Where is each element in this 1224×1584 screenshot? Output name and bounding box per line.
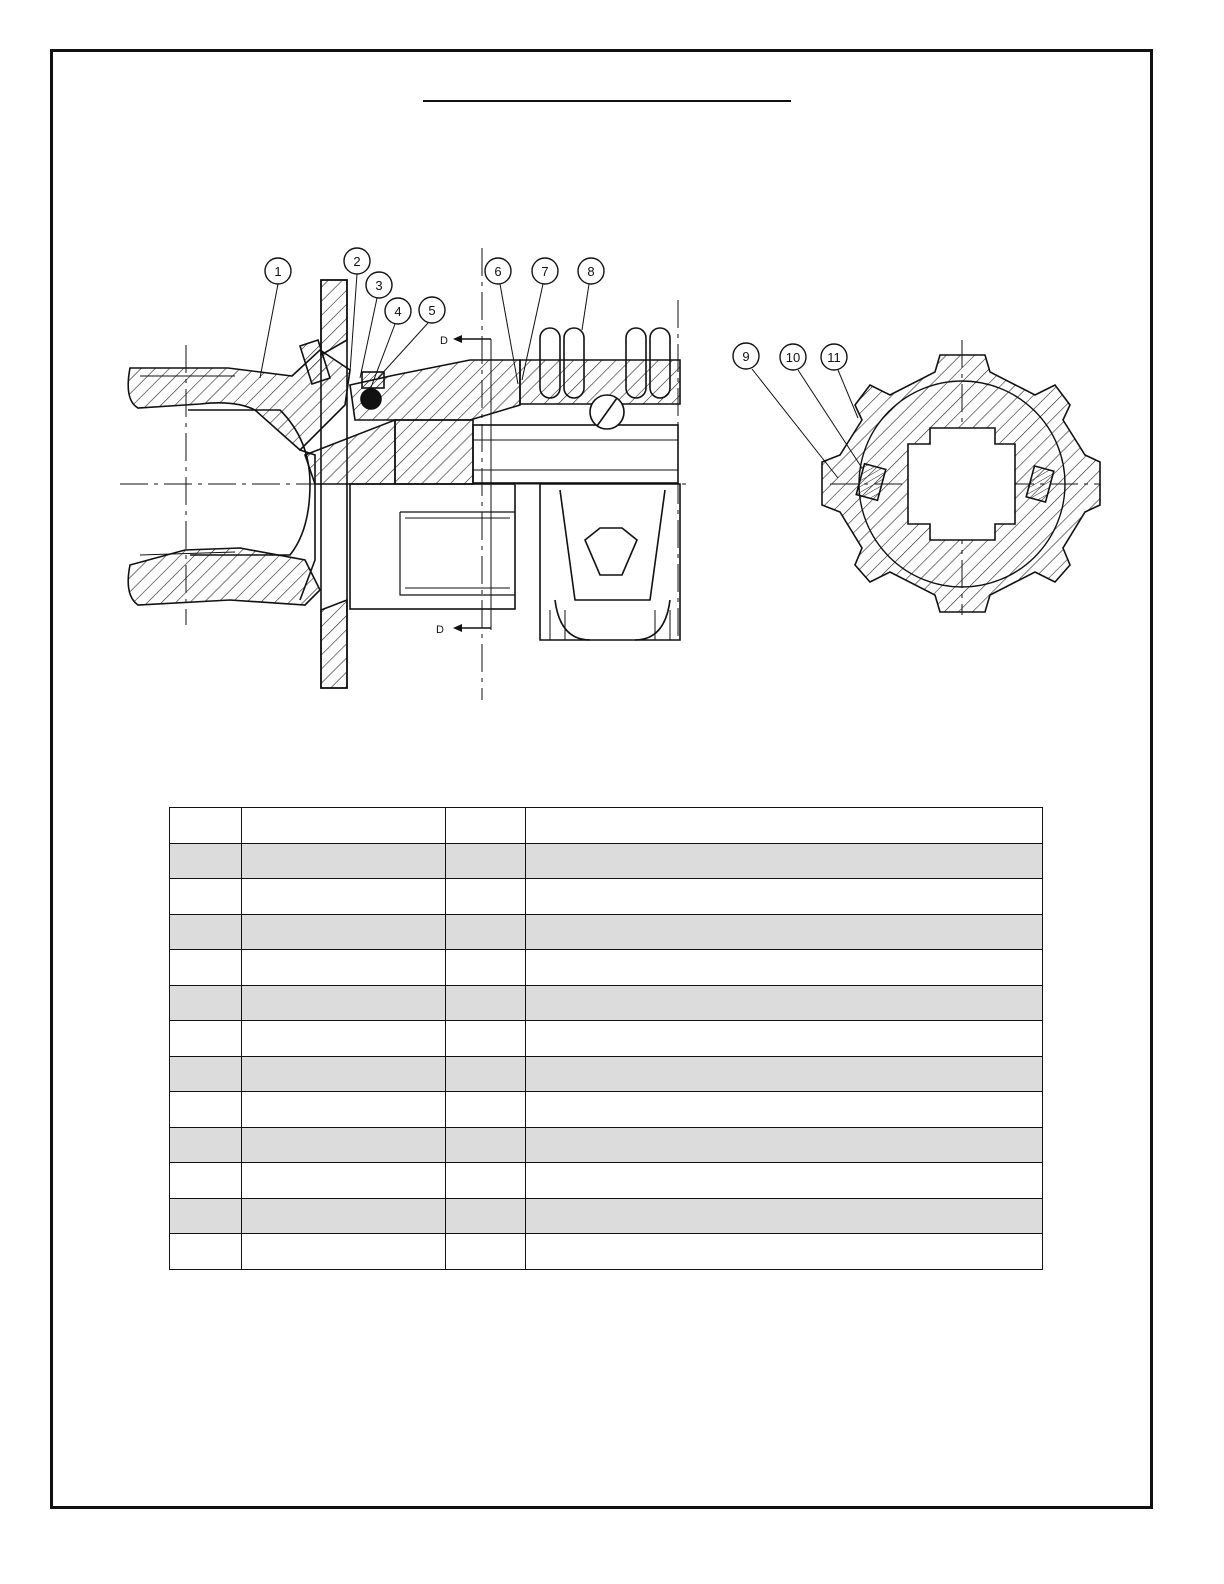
parts-table: [169, 807, 1043, 1270]
table-cell: [170, 843, 242, 879]
table-cell: [242, 985, 446, 1021]
table-row: [170, 985, 1043, 1021]
end-section-view: [822, 340, 1100, 615]
table-row: [170, 1092, 1043, 1128]
table-cell: [242, 1127, 446, 1163]
callout-2: [344, 248, 370, 372]
callout-label-4: 4: [394, 304, 402, 319]
table-row: [170, 914, 1043, 950]
table-cell: [242, 914, 446, 950]
section-label-bottom: D: [436, 624, 444, 636]
table-row: [170, 950, 1043, 986]
callout-label-1: 1: [274, 264, 282, 279]
callout-label-10: 10: [785, 350, 801, 365]
table-cell: [446, 1021, 526, 1057]
table-cell: [170, 914, 242, 950]
parts-table-body: [170, 808, 1043, 1270]
table-cell: [242, 1021, 446, 1057]
section-mark-bottom: [436, 624, 491, 636]
table-cell: [446, 879, 526, 915]
table-cell: [526, 1163, 1043, 1199]
table-header-cell: [170, 808, 242, 844]
callout-label-8: 8: [587, 264, 595, 279]
table-cell: [446, 950, 526, 986]
table-cell: [170, 1127, 242, 1163]
callout-label-7: 7: [541, 264, 549, 279]
table-cell: [526, 1056, 1043, 1092]
table-cell: [526, 879, 1043, 915]
table-cell: [526, 843, 1043, 879]
table-cell: [170, 1092, 242, 1128]
table-cell: [446, 1198, 526, 1234]
table-cell: [446, 843, 526, 879]
table-cell: [242, 879, 446, 915]
callout-label-6: 6: [494, 264, 502, 279]
table-cell: [242, 1056, 446, 1092]
table-row: [170, 1198, 1043, 1234]
table-cell: [526, 1021, 1043, 1057]
callout-label-9: 9: [742, 349, 750, 364]
callout-label-11: 11: [827, 350, 841, 365]
table-cell: [446, 914, 526, 950]
table-header-row: [170, 808, 1043, 844]
table-cell: [170, 1234, 242, 1270]
callout-10: [780, 344, 862, 468]
table-row: [170, 1056, 1043, 1092]
table-cell: [242, 1198, 446, 1234]
callout-3: [360, 272, 392, 378]
table-cell: [170, 1021, 242, 1057]
callout-11: [821, 344, 858, 418]
table-header-cell: [446, 808, 526, 844]
table-header-cell: [526, 808, 1043, 844]
callout-label-2: 2: [353, 254, 361, 269]
table-cell: [526, 1092, 1043, 1128]
table-cell: [242, 1163, 446, 1199]
table-cell: [242, 1092, 446, 1128]
table-cell: [170, 950, 242, 986]
table-cell: [526, 914, 1043, 950]
table-cell: [170, 985, 242, 1021]
table-row: [170, 1127, 1043, 1163]
section-label-top: D: [440, 335, 448, 347]
table-cell: [446, 1127, 526, 1163]
table-row: [170, 1234, 1043, 1270]
callout-label-5: 5: [428, 303, 436, 318]
table-row: [170, 843, 1043, 879]
table-cell: [446, 1234, 526, 1270]
table-row: [170, 1021, 1043, 1057]
table-cell: [526, 1198, 1043, 1234]
table-cell: [526, 985, 1043, 1021]
table-cell: [242, 950, 446, 986]
callout-8: [578, 258, 604, 330]
table-row: [170, 1163, 1043, 1199]
table-cell: [170, 1163, 242, 1199]
table-cell: [170, 1056, 242, 1092]
table-header-cell: [242, 808, 446, 844]
table-cell: [526, 1127, 1043, 1163]
table-cell: [526, 1234, 1043, 1270]
table-cell: [526, 950, 1043, 986]
table-cell: [446, 1163, 526, 1199]
callout-label-3: 3: [375, 278, 383, 293]
table-cell: [170, 879, 242, 915]
table-cell: [242, 1234, 446, 1270]
table-cell: [446, 1056, 526, 1092]
callout-1: [260, 258, 291, 378]
table-cell: [446, 1092, 526, 1128]
table-cell: [242, 843, 446, 879]
table-row: [170, 879, 1043, 915]
table-cell: [446, 985, 526, 1021]
table-cell: [170, 1198, 242, 1234]
